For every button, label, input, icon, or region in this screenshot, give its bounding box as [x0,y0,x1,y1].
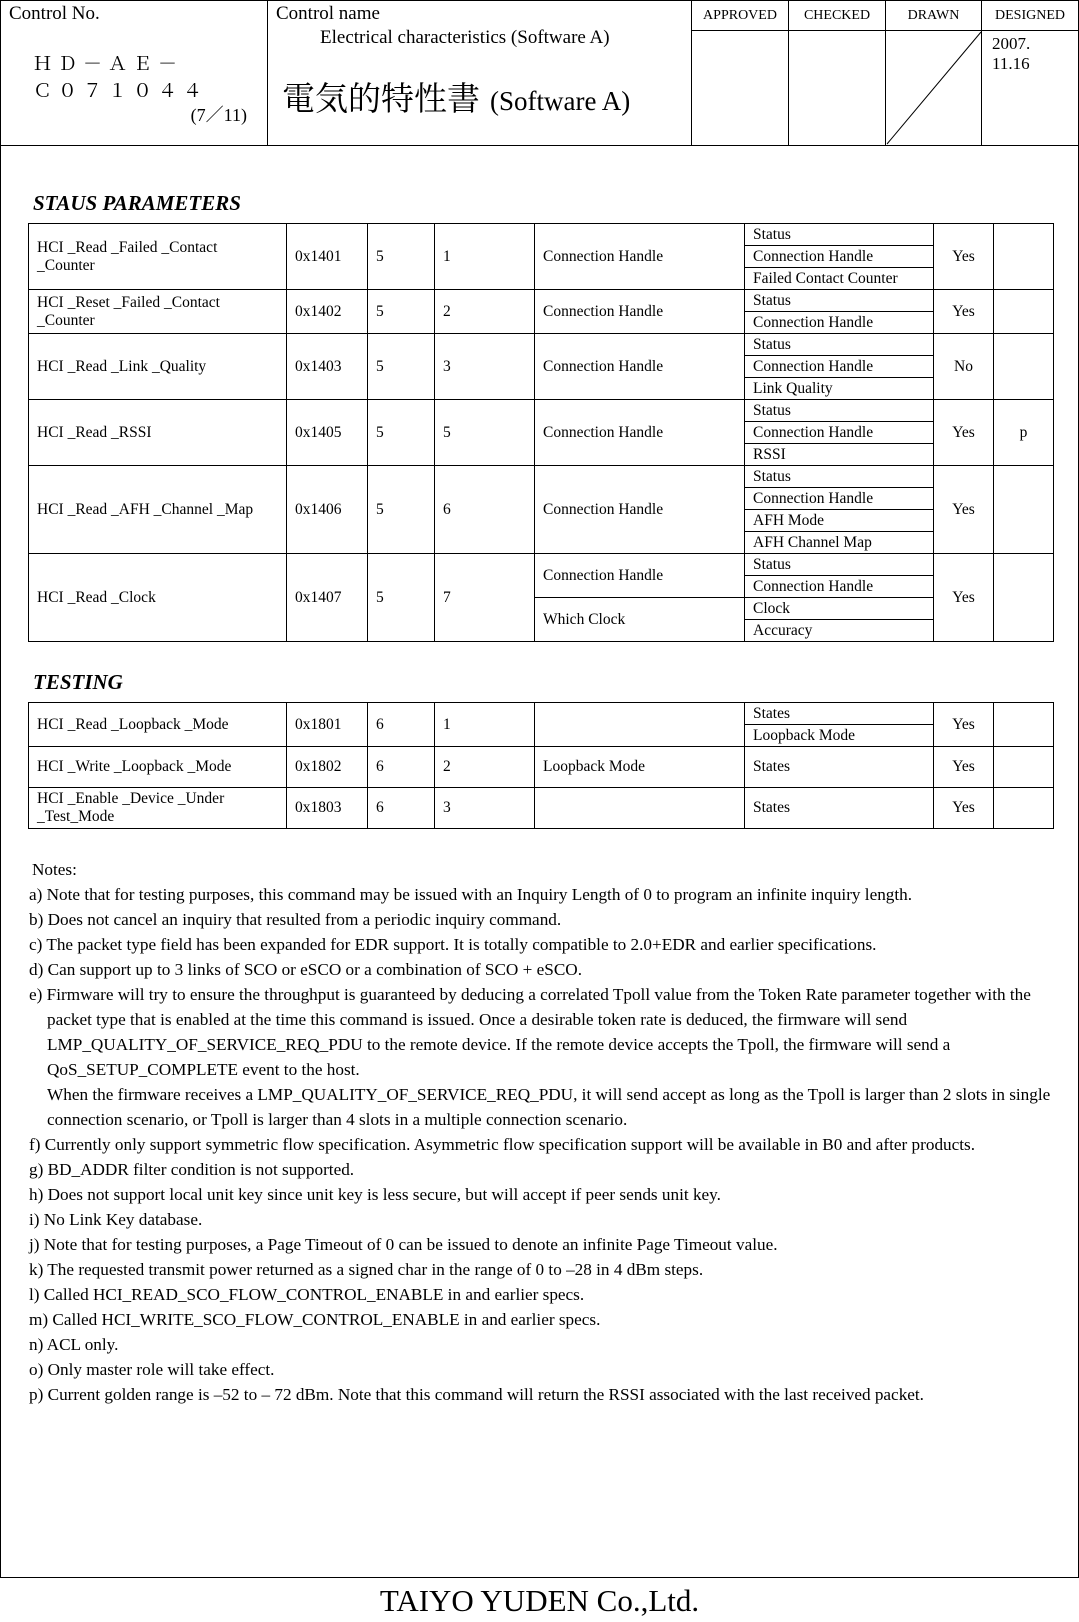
control-name-jp-title: 電気的特性書 [282,82,480,118]
command-name: HCI _Write _Loopback _Mode [29,747,287,788]
return-parameter: Status [745,466,934,488]
note-item: p) Current golden range is –52 to – 72 dBm. Note that this command will return the RSSI associated with the last received packet. [29,1385,924,1404]
control-no-line2: Ｃ０７１０４４ [33,81,209,102]
return-parameter: Connection Handle [745,576,934,598]
table-row [29,747,1054,788]
company-footer: TAIYO YUDEN Co.,Ltd. [379,1583,700,1618]
ocf: 7 [435,554,535,642]
supported-flag: Yes [934,400,994,466]
control-no-value [33,51,208,105]
supported-flag: Yes [934,554,994,642]
approved-label: APPROVED [692,1,788,31]
opcode: 0x1401 [287,224,368,290]
ogf: 6 [368,788,435,829]
return-parameter: Loopback Mode [745,725,934,747]
opcode: 0x1802 [287,747,368,788]
approved-cell [692,1,789,145]
page-number: (7／11) [190,105,247,125]
return-parameter: Clock [745,598,934,620]
ocf: 2 [435,747,535,788]
note-item: j) Note that for testing purposes, a Page Timeout of 0 can be issued to denote an infinite Page Timeout value. [29,1235,778,1254]
return-parameter: Connection Handle [745,246,934,268]
control-name-jp-sub: (Software A) [490,86,631,116]
note-reference [994,747,1054,788]
command-parameter: Connection Handle [535,334,745,400]
note-item: m) Called HCI_WRITE_SCO_FLOW_CONTROL_ENABLE in and earlier specs. [29,1310,601,1329]
opcode: 0x1406 [287,466,368,554]
control-no-cell [1,1,268,145]
notes-heading: Notes: [32,860,77,879]
ogf: 6 [368,703,435,747]
note-item: n) ACL only. [29,1335,119,1354]
opcode: 0x1407 [287,554,368,642]
ogf: 5 [368,334,435,400]
supported-flag: Yes [934,466,994,554]
section-title-status: STAUS PARAMETERS [33,191,241,215]
note-item: e) Firmware will try to ensure the throughput is guaranteed by deducing a correlated Tpoll value from the Token Rate parameter together with the packet type that is enabled at the time this command is issued. Once a desirable token rate is deduced, the firmware will send LMP_QUALITY_OF_SERVICE_REQ_PDU to the remote device. If the remote device accepts the Tpoll, the firmware will send a QoS_SETUP_COMPLETE event to the host. [29,985,1031,1079]
designed-cell [982,1,1078,145]
ogf: 5 [368,224,435,290]
note-item: l) Called HCI_READ_SCO_FLOW_CONTROL_ENABLE in and earlier specs. [29,1285,585,1304]
table-row [29,290,1054,312]
return-parameter: Connection Handle [745,312,934,334]
control-name-label: Control name [276,3,380,24]
command-name: HCI _Read _Clock [29,554,287,642]
ocf: 3 [435,334,535,400]
command-parameter [535,703,745,747]
return-parameter: Status [745,554,934,576]
command-parameter: Connection Handle [535,224,745,290]
ogf: 5 [368,400,435,466]
return-parameter: Connection Handle [745,422,934,444]
supported-flag: Yes [934,788,994,829]
control-no-label: Control No. [9,3,100,24]
table-row [29,334,1054,356]
supported-flag: Yes [934,703,994,747]
return-parameter: AFH Mode [745,510,934,532]
title-block [1,1,1078,146]
command-parameter [535,788,745,829]
note-item: f) Currently only support symmetric flow specification. Asymmetric flow specification support will be available in B0 and after products. [29,1135,976,1154]
note-continuation: When the firmware receives a LMP_QUALITY_OF_SERVICE_REQ_PDU, it will send accept as long as the Tpoll is larger than 2 slots in single connection scenario, or Tpoll is larger than 4 slots in a multiple connection scenario. [47,1085,1051,1129]
command-name: HCI _Enable _Device _Under _Test_Mode [29,788,287,829]
status-parameters-table [28,223,1054,642]
design-date [992,34,1030,74]
design-date-line1: 2007. [992,34,1031,53]
supported-flag: Yes [934,290,994,334]
note-item: d) Can support up to 3 links of SCO or eSCO or a combination of SCO + eSCO. [29,960,582,979]
table-row [29,554,1054,576]
return-parameter: Status [745,290,934,312]
notes-section [29,857,1074,1407]
control-no-line1: ＨＤ－ＡＥ－ [33,54,184,75]
note-item: g) BD_ADDR filter condition is not supported. [29,1160,355,1179]
command-parameter: Connection Handle [535,466,745,554]
command-name: HCI _Read _Failed _Contact _Counter [29,224,287,290]
command-name: HCI _Read _AFH _Channel _Map [29,466,287,554]
return-parameter: States [745,788,934,829]
return-parameter: States [745,703,934,725]
ogf: 5 [368,466,435,554]
control-name-english: Electrical characteristics (Software A) [320,27,610,48]
note-item: k) The requested transmit power returned as a signed char in the range of 0 to –28 in 4 dBm steps. [29,1260,704,1279]
return-parameter: Failed Contact Counter [745,268,934,290]
supported-flag: Yes [934,747,994,788]
checked-label: CHECKED [789,1,885,31]
note-reference [994,334,1054,400]
command-parameter: Connection Handle [535,290,745,334]
note-reference [994,703,1054,747]
return-parameter: Link Quality [745,378,934,400]
opcode: 0x1403 [287,334,368,400]
supported-flag: No [934,334,994,400]
ogf: 6 [368,747,435,788]
note-item: a) Note that for testing purposes, this command may be issued with an Inquiry Length of 0 to program an infinite inquiry length. [29,885,913,904]
note-item: b) Does not cancel an inquiry that resulted from a periodic inquiry command. [29,910,562,929]
command-parameter: Which Clock [535,598,745,642]
table-row [29,466,1054,488]
ocf: 1 [435,703,535,747]
ocf: 2 [435,290,535,334]
command-name: HCI _Read _RSSI [29,400,287,466]
ocf: 3 [435,788,535,829]
note-reference: p [994,400,1054,466]
ocf: 1 [435,224,535,290]
opcode: 0x1402 [287,290,368,334]
note-item: i) No Link Key database. [29,1210,203,1229]
control-name-japanese [282,73,630,120]
return-parameter: Status [745,334,934,356]
ocf: 5 [435,400,535,466]
return-parameter: Status [745,224,934,246]
return-parameter: RSSI [745,444,934,466]
opcode: 0x1801 [287,703,368,747]
control-name-cell [268,1,692,145]
command-name: HCI _Read _Link _Quality [29,334,287,400]
return-parameter: Connection Handle [745,356,934,378]
table-row [29,224,1054,246]
ogf: 5 [368,554,435,642]
note-reference [994,554,1054,642]
note-item: h) Does not support local unit key since unit key is less secure, but will accept if peer sends unit key. [29,1185,721,1204]
note-item: c) The packet type field has been expanded for EDR support. It is totally compatible to 2.0+EDR and earlier specifications. [29,935,877,954]
opcode: 0x1803 [287,788,368,829]
drawn-cell [886,1,982,145]
command-parameter: Loopback Mode [535,747,745,788]
testing-table [28,702,1054,829]
note-reference [994,788,1054,829]
return-parameter: AFH Channel Map [745,532,934,554]
ogf: 5 [368,290,435,334]
return-parameter: Status [745,400,934,422]
note-reference [994,466,1054,554]
opcode: 0x1405 [287,400,368,466]
table-row [29,788,1054,829]
designed-label: DESIGNED [982,1,1078,31]
design-date-line2: 11.16 [992,54,1030,73]
checked-cell [789,1,886,145]
drawn-label: DRAWN [886,1,981,31]
command-parameter: Connection Handle [535,400,745,466]
diagonal-strike-line [886,31,982,145]
command-name: HCI _Read _Loopback _Mode [29,703,287,747]
table-row [29,400,1054,422]
return-parameter: Connection Handle [745,488,934,510]
note-reference [994,290,1054,334]
command-name: HCI _Reset _Failed _Contact _Counter [29,290,287,334]
supported-flag: Yes [934,224,994,290]
note-item: o) Only master role will take effect. [29,1360,275,1379]
section-title-testing: TESTING [33,670,123,694]
command-parameter: Connection Handle [535,554,745,598]
return-parameter: States [745,747,934,788]
table-row [29,703,1054,725]
return-parameter: Accuracy [745,620,934,642]
ocf: 6 [435,466,535,554]
note-reference [994,224,1054,290]
